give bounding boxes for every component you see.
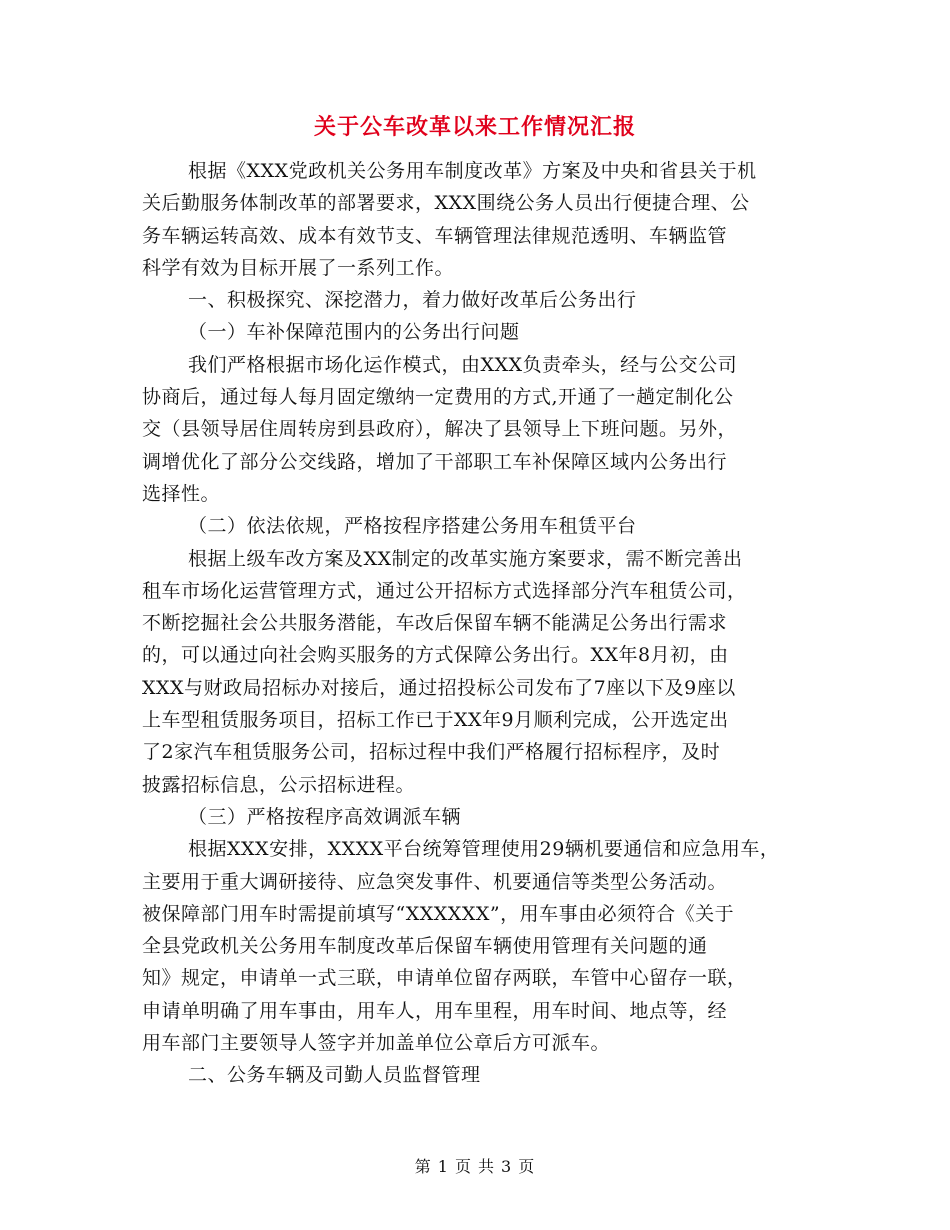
paragraph-line: 根据《XXX党政机关公务用车制度改革》方案及中央和省县关于机: [188, 160, 757, 182]
document-body: [142, 155, 818, 1092]
paragraph-line: 根据XXX安排，XXXX平台统筹管理使用29辆机要通信和应急用车，: [188, 838, 780, 861]
subsection-heading: （二）依法依规，严格按程序搭建公务用车租赁平台: [188, 515, 637, 538]
paragraph-line: 申请单明确了用车事由，用车人，用车里程，用车时间、地点等，经: [142, 999, 728, 1022]
paragraph-line: 我们严格根据市场化运作模式，由XXX负责牵头，经与公交公司: [188, 353, 738, 376]
paragraph-line: 用车部门主要领导人签字并加盖单位公章后方可派车。: [142, 1032, 611, 1055]
total-pages-number: 3: [501, 1157, 513, 1176]
paragraph-line: 调增优化了部分公交线路，增加了干部职工车补保障区域内公务出行: [142, 450, 728, 473]
page-label-prefix: 第: [414, 1157, 432, 1176]
section-heading: 一、积极探究、深挖潜力，着力做好改革后公务出行: [188, 289, 637, 312]
page-label-mid: 页: [454, 1157, 472, 1176]
paragraph-line: 披露招标信息，公示招标进程。: [142, 773, 416, 796]
paragraph-line: 务车辆运转高效、成本有效节支、车辆管理法律规范透明、车辆监管: [142, 224, 728, 247]
paragraph-line: 科学有效为目标开展了一系列工作。: [142, 256, 455, 279]
paragraph-line: 关后勤服务体制改革的部署要求，XXX围绕公务人员出行便捷合理、公: [142, 192, 750, 215]
paragraph-line: 了2家汽车租赁服务公司，招标过程中我们严格履行招标程序，及时: [142, 741, 721, 764]
paragraph-line: 上车型租赁服务项目，招标工作已于XX年9月顺利完成，公开选定出: [142, 709, 729, 732]
paragraph-line: 的，可以通过向社会购买服务的方式保障公务出行。XX年8月初，由: [142, 644, 729, 667]
page-label-suffix: 页: [518, 1157, 536, 1176]
total-label: 共: [478, 1157, 496, 1176]
current-page-number: 1: [437, 1157, 449, 1176]
paragraph-line: XXX与财政局招标办对接后，通过招投标公司发布了7座以下及9座以: [142, 676, 736, 699]
subsection-heading: （三）严格按程序高效调派车辆: [188, 805, 462, 828]
paragraph-line: 主要用于重大调研接待、应急突发事件、机要通信等类型公务活动。: [142, 870, 728, 893]
paragraph-line: 根据上级车改方案及XX制定的改革实施方案要求，需不断完善出: [188, 547, 743, 570]
paragraph-line: 交（县领导居住周转房到县政府），解决了县领导上下班问题。另外，: [142, 418, 738, 441]
paragraph-line: 不断挖掘社会公共服务潜能，车改后保留车辆不能满足公务出行需求: [142, 612, 728, 635]
paragraph-line: 协商后，通过每人每月固定缴纳一定费用的方式,开通了一趟定制化公: [142, 386, 734, 409]
paragraph-line: 知》规定，申请单一式三联，申请单位留存两联，车管中心留存一联，: [142, 967, 747, 990]
document-title: 关于公车改革以来工作情况汇报: [313, 115, 636, 140]
page-footer: [0, 1154, 950, 1177]
section-heading: 二、公务车辆及司勤人员监督管理: [188, 1064, 481, 1087]
paragraph-line: 被保障部门用车时需提前填写“XXXXXX”，用车事由必须符合《关于: [142, 902, 735, 925]
paragraph-line: 租车市场化运营管理方式，通过公开招标方式选择部分汽车租赁公司，: [142, 579, 747, 602]
paragraph-line: 全县党政机关公务用车制度改革后保留车辆使用管理有关问题的通: [142, 935, 708, 958]
subsection-heading: （一）车补保障范围内的公务出行问题: [188, 321, 520, 344]
paragraph-line: 选择性。: [142, 482, 221, 505]
